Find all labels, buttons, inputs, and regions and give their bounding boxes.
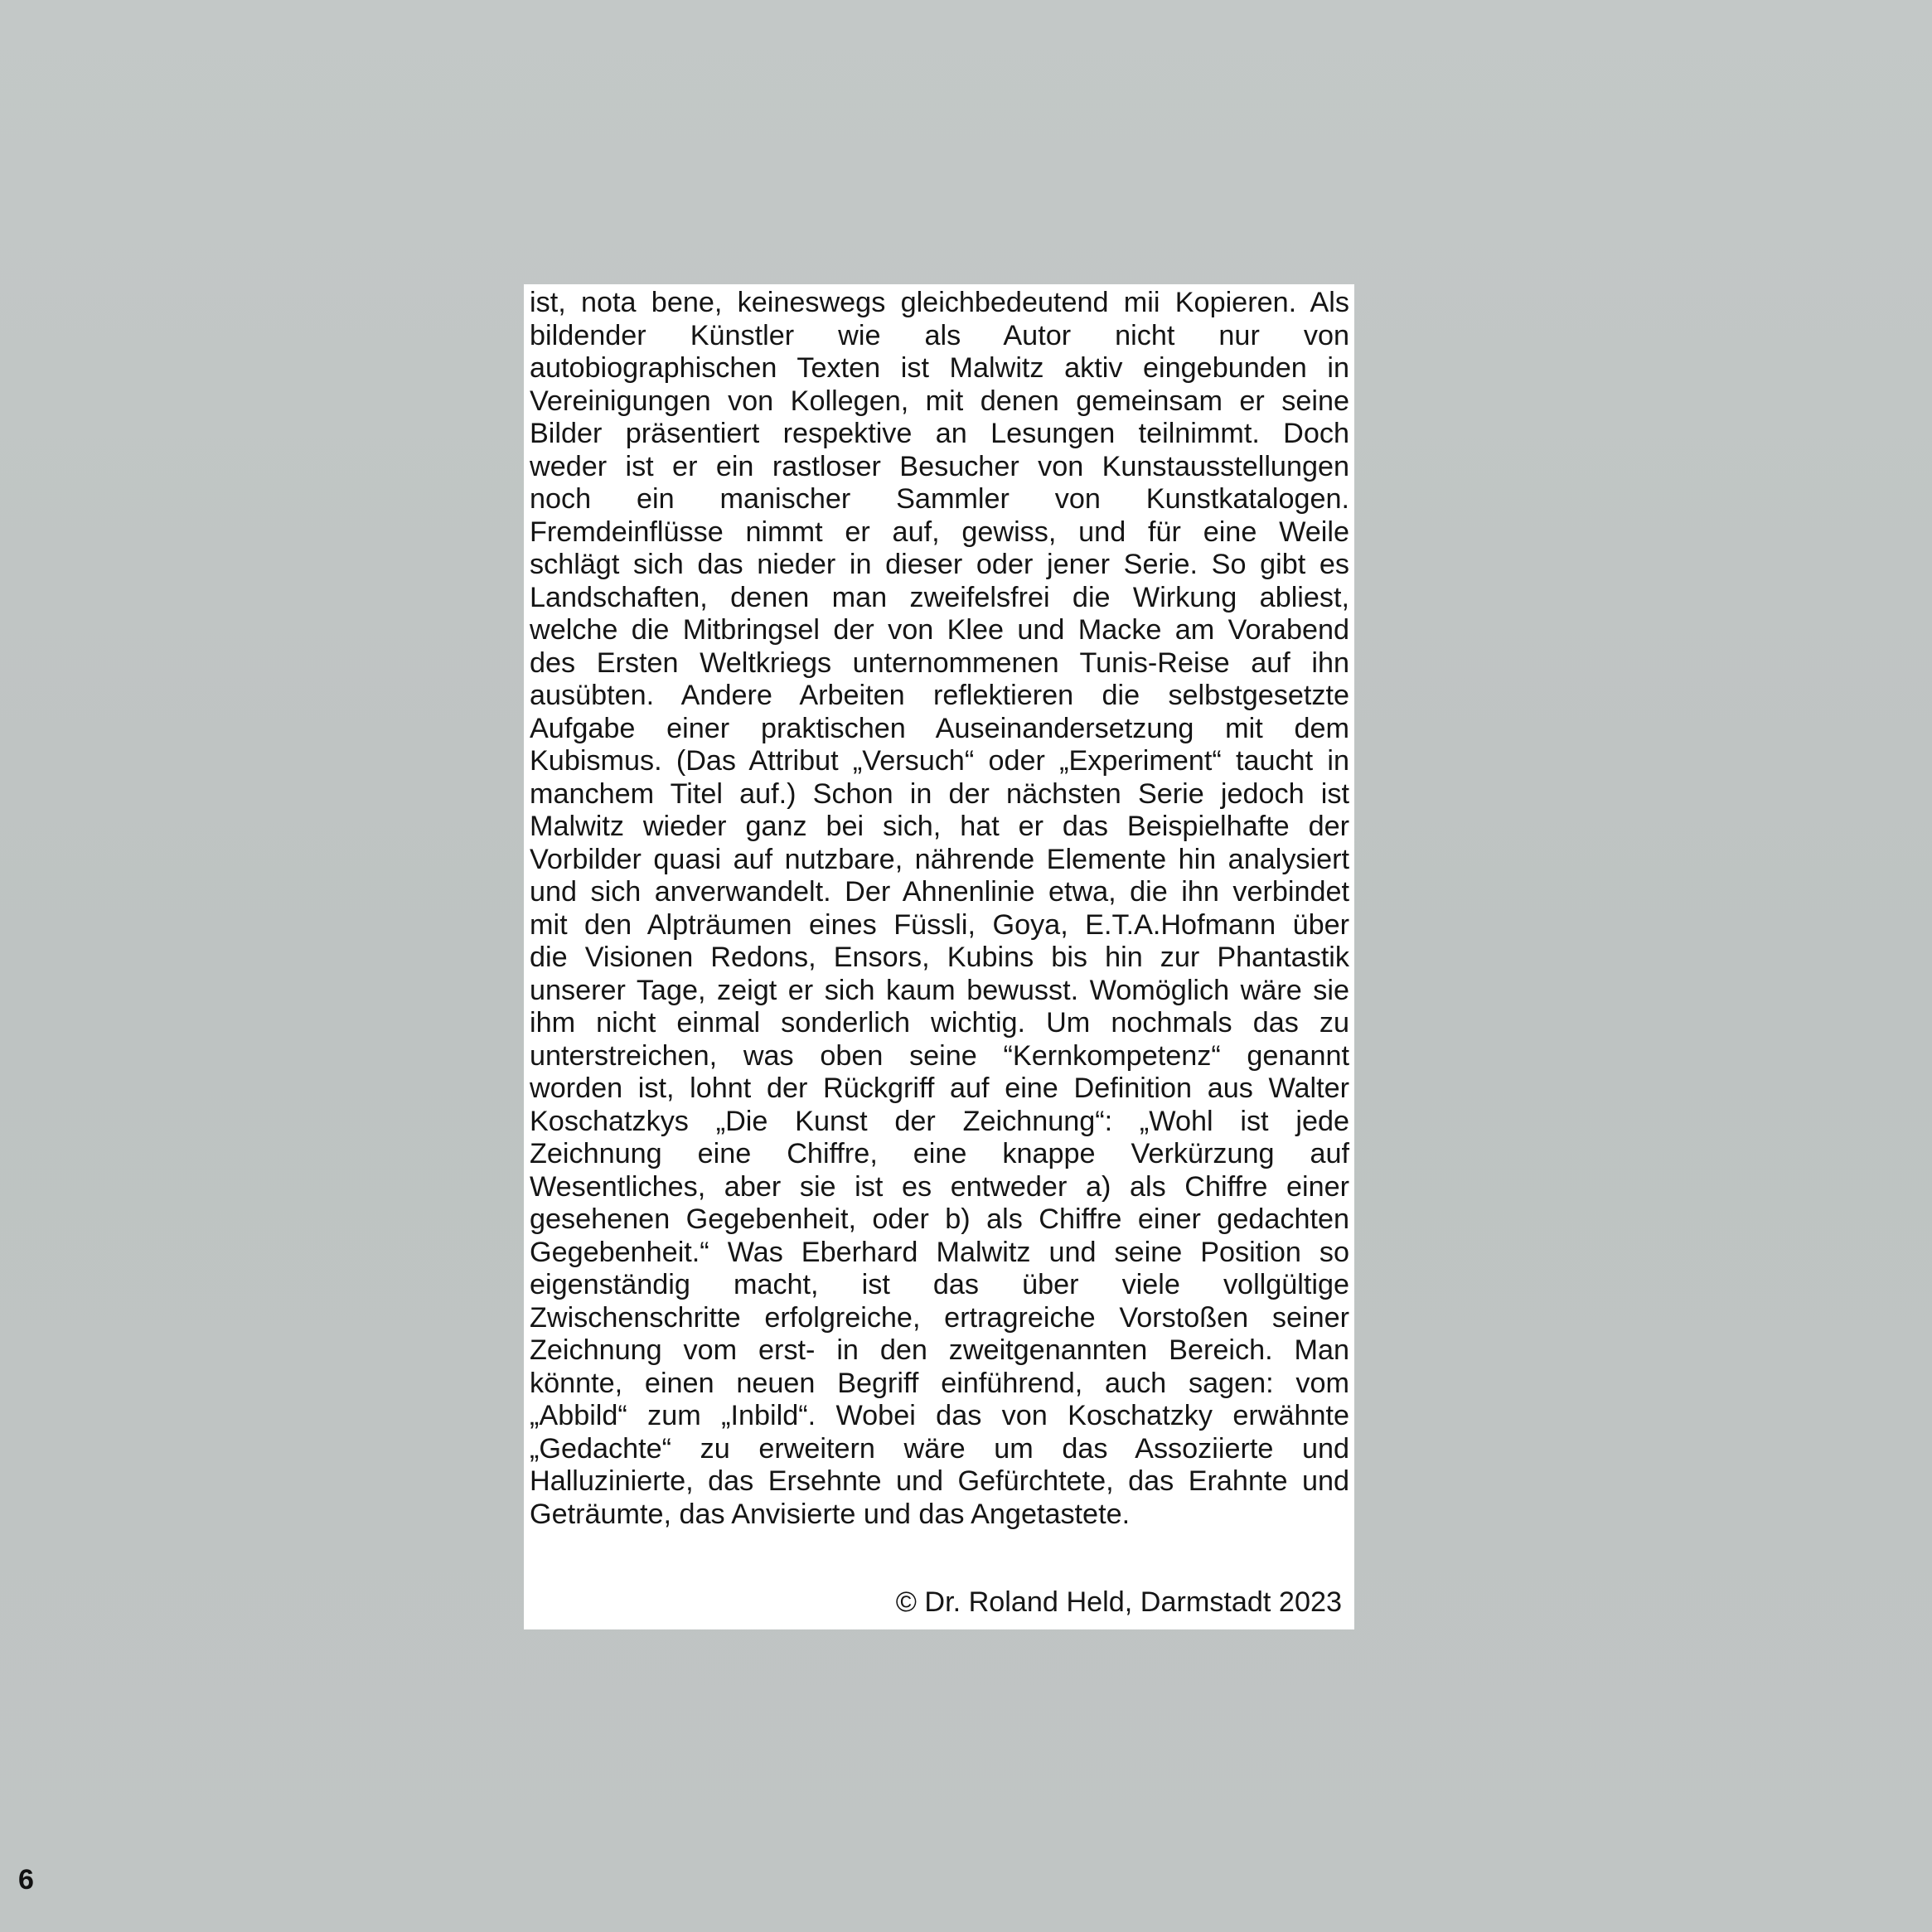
- text-line: eigenständig macht, ist das über viele vollgültige: [530, 1269, 1349, 1300]
- text-line: welche die Mitbringsel der von Klee und Macke am Vorabend: [530, 614, 1349, 646]
- text-line: Landschaften, denen man zweifelsfrei die Wirkung abliest,: [530, 581, 1349, 613]
- text-line: Zwischenschritte erfolgreiche, ertragreiche Vorstoßen seiner: [530, 1301, 1349, 1334]
- text-line: Bilder präsentiert respektive an Lesungen teilnimmt. Doch: [530, 418, 1349, 449]
- article-body: [530, 287, 1349, 1531]
- text-line: Zeichnung eine Chiffre, eine knappe Verkürzung auf: [530, 1138, 1349, 1169]
- text-line: noch ein manischer Sammler von Kunstkatalogen.: [530, 483, 1349, 515]
- text-line: Geträumte, das Anvisierte und das Angetastete.: [530, 1498, 1131, 1530]
- text-line: Gegebenheit.“ Was Eberhard Malwitz und seine Position so: [530, 1236, 1349, 1268]
- copyright-line: © Dr. Roland Held, Darmstadt 2023: [895, 1586, 1342, 1618]
- text-line: und sich anverwandelt. Der Ahnenlinie etwa, die ihn verbindet: [530, 876, 1349, 908]
- text-line: „Gedachte“ zu erweitern wäre um das Assoziierte und: [530, 1432, 1349, 1465]
- text-line: des Ersten Weltkriegs unternommenen Tunis-Reise auf ihn: [530, 646, 1349, 679]
- text-line: Kubismus. (Das Attribut „Versuch“ oder „Experiment“ taucht in: [530, 745, 1349, 777]
- text-line: schlägt sich das nieder in dieser oder jener Serie. So gibt es: [530, 549, 1349, 580]
- text-line: manchem Titel auf.) Schon in der nächsten Serie jedoch ist: [530, 777, 1349, 810]
- text-line: worden ist, lohnt der Rückgriff auf eine Definition aus Walter: [530, 1073, 1349, 1104]
- text-line: Halluzinierte, das Ersehnte und Gefürchtete, das Erahnte und: [530, 1465, 1349, 1497]
- text-line: mit den Alpträumen eines Füssli, Goya, E.T.A.Hofmann über: [530, 908, 1349, 941]
- text-line: Malwitz wieder ganz bei sich, hat er das Beispielhafte der: [530, 811, 1349, 842]
- text-line: gesehenen Gegebenheit, oder b) als Chiffre einer gedachten: [530, 1203, 1349, 1235]
- text-line: könnte, einen neuen Begriff einführend, auch sagen: vom: [530, 1367, 1349, 1399]
- text-line: autobiographischen Texten ist Malwitz aktiv eingebunden in: [530, 352, 1349, 384]
- text-line: unserer Tage, zeigt er sich kaum bewusst. Womöglich wäre sie: [530, 974, 1349, 1006]
- text-line: Aufgabe einer praktischen Auseinandersetzung mit dem: [530, 712, 1349, 744]
- text-line: Zeichnung vom erst- in den zweitgenannten Bereich. Man: [530, 1334, 1349, 1366]
- text-line: ist, nota bene, keineswegs gleichbedeutend mii Kopieren. Als: [530, 287, 1349, 318]
- text-line: Vorbilder quasi auf nutzbare, nährende Elemente hin analysiert: [530, 843, 1349, 875]
- text-line: weder ist er ein rastloser Besucher von Kunstausstellungen: [530, 450, 1349, 482]
- text-line: ausübten. Andere Arbeiten reflektieren die selbstgesetzte: [530, 680, 1349, 711]
- text-line: ihm nicht einmal sonderlich wichtig. Um nochmals das zu: [530, 1007, 1349, 1039]
- text-line: die Visionen Redons, Ensors, Kubins bis hin zur Phantastik: [530, 942, 1349, 973]
- text-line: Vereinigungen von Kollegen, mit denen gemeinsam er seine: [530, 385, 1349, 417]
- text-line: Fremdeinflüsse nimmt er auf, gewiss, und für eine Weile: [530, 516, 1349, 548]
- text-line: Koschatzkys „Die Kunst der Zeichnung“: „Wohl ist jede: [530, 1105, 1349, 1137]
- text-line: Wesentliches, aber sie ist es entweder a) als Chiffre einer: [530, 1170, 1349, 1203]
- text-line: unterstreichen, was oben seine “Kernkompetenz“ genannt: [530, 1039, 1349, 1072]
- text-line: bildender Künstler wie als Autor nicht nur von: [530, 319, 1349, 351]
- text-panel: [524, 284, 1354, 1629]
- text-line: „Abbild“ zum „Inbild“. Wobei das von Koschatzky erwähnte: [530, 1400, 1349, 1431]
- page-number: 6: [18, 1864, 34, 1896]
